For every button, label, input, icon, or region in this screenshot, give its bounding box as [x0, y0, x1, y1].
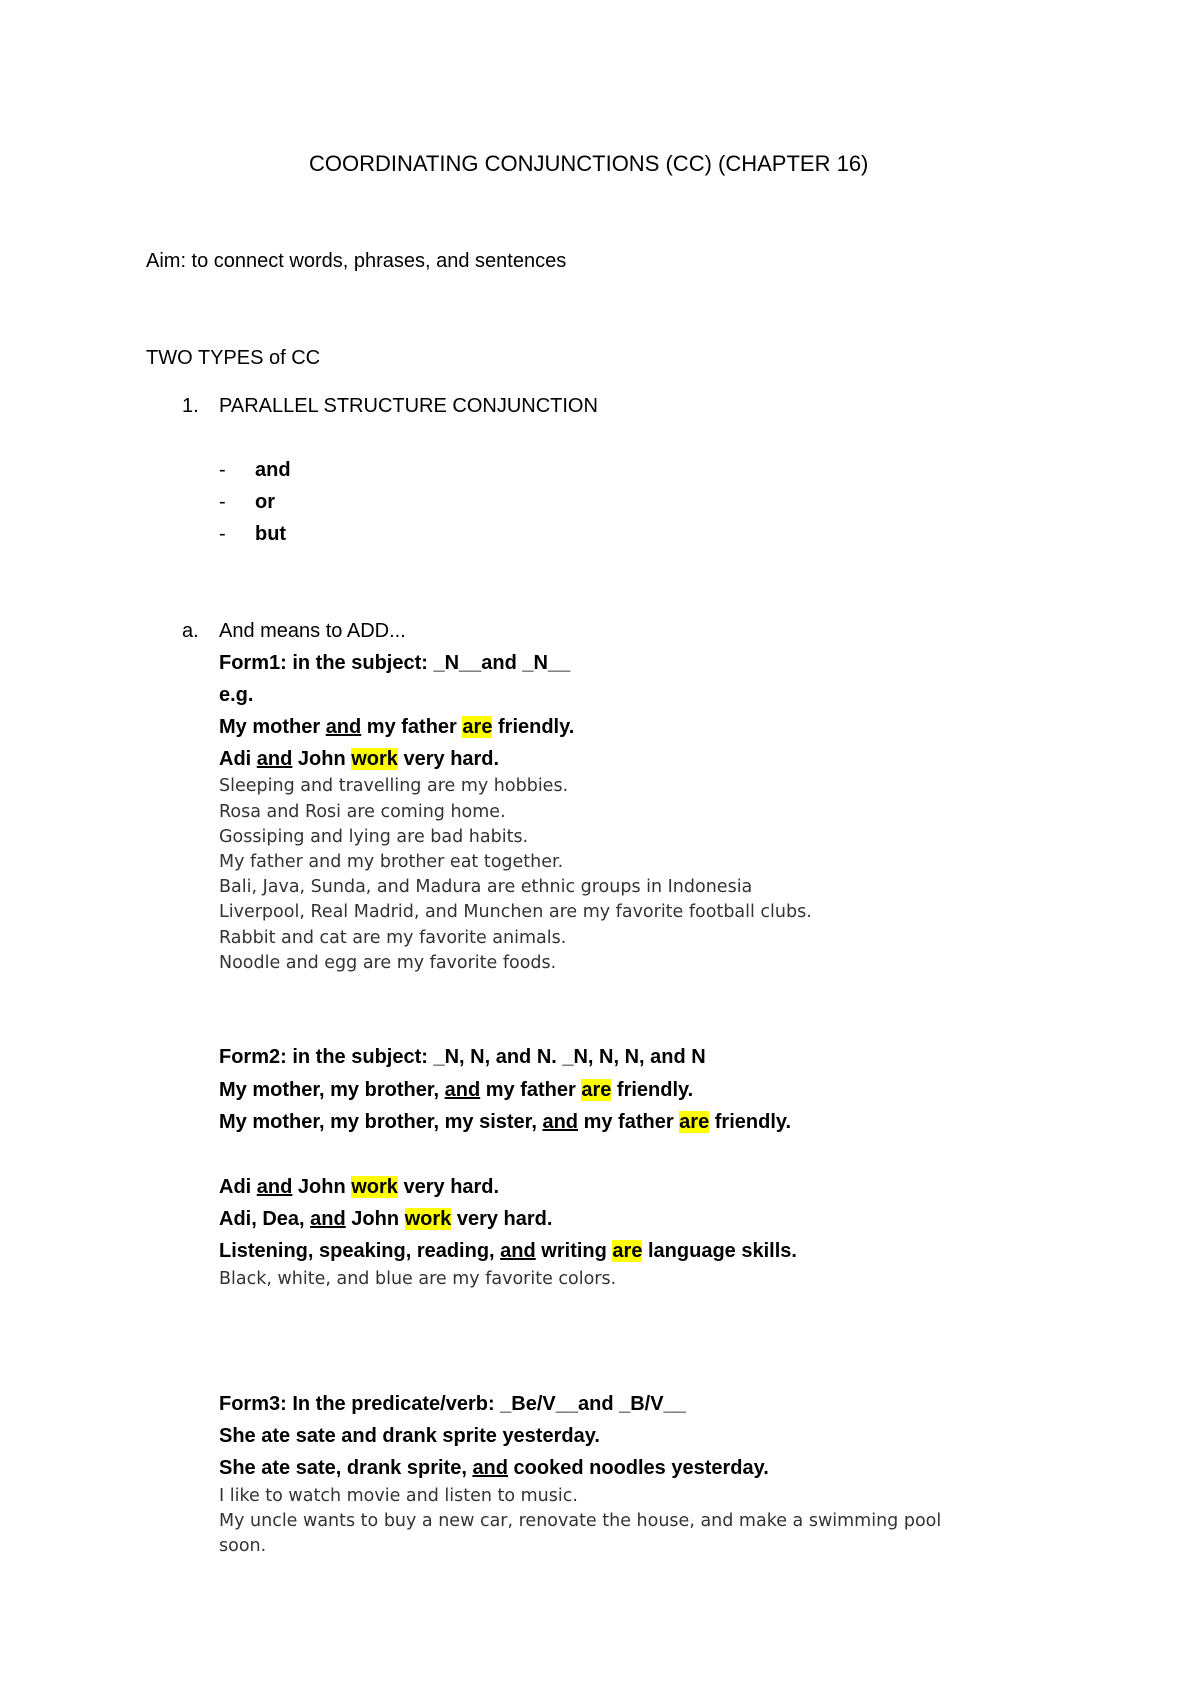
form2-example-2: My mother, my brother, my sister, and my father are friendly.: [219, 1111, 792, 1133]
conjunction: and: [500, 1240, 536, 1262]
bullet-item-and: and: [255, 459, 291, 481]
form1-example-1: My mother and my father are friendly.: [219, 716, 575, 738]
bullet-dash: -: [219, 523, 226, 545]
bullet-dash: -: [219, 491, 226, 513]
form1-plain-example: My father and my brother eat together.: [219, 852, 564, 872]
form2-example-1: My mother, my brother, and my father are friendly.: [219, 1079, 694, 1101]
conjunction: and: [542, 1111, 579, 1133]
form1-heading: Form1: in the subject: _N__and _N__: [219, 652, 571, 674]
conjunction: and: [256, 1176, 293, 1198]
form2-example-5: Listening, speaking, reading, and writing are language skills.: [219, 1240, 797, 1262]
form2-heading: Form2: in the subject: _N, N, and N. _N, N, N, and N: [219, 1046, 706, 1068]
form2-example-4: Adi, Dea, and John work very hard.: [219, 1208, 553, 1230]
sub-a-letter: a.: [182, 620, 199, 642]
conjunction: and: [310, 1208, 346, 1230]
form1-plain-example: Sleeping and travelling are my hobbies.: [219, 776, 569, 796]
form2-plain-example: Black, white, and blue are my favorite colors.: [219, 1269, 617, 1289]
verb-highlight: are: [679, 1111, 710, 1133]
form1-plain-example: Bali, Java, Sunda, and Madura are ethnic groups in Indonesia: [219, 877, 753, 897]
form3-plain-example: I like to watch movie and listen to music.: [219, 1486, 578, 1506]
bullet-dash: -: [219, 459, 226, 481]
section1-number: 1.: [182, 395, 199, 417]
form3-plain-example: My uncle wants to buy a new car, renovate the house, and make a swimming pool: [219, 1511, 942, 1531]
verb-highlight: work: [404, 1208, 452, 1230]
types-heading: TWO TYPES of CC: [146, 347, 321, 369]
form1-eg: e.g.: [219, 684, 254, 706]
page-title: COORDINATING CONJUNCTIONS (CC) (CHAPTER 16): [309, 151, 869, 176]
form2-example-3: Adi and John work very hard.: [219, 1176, 500, 1198]
form1-plain-example: Gossiping and lying are bad habits.: [219, 827, 529, 847]
aim-text: Aim: to connect words, phrases, and sentences: [146, 250, 567, 272]
bullet-item-but: but: [255, 523, 287, 545]
bullet-item-or: or: [255, 491, 275, 513]
verb-highlight: are: [462, 716, 493, 738]
conjunction: and: [256, 748, 293, 770]
verb-highlight: are: [612, 1240, 643, 1262]
form1-plain-example: Rabbit and cat are my favorite animals.: [219, 928, 567, 948]
verb-highlight: are: [581, 1079, 612, 1101]
form1-plain-example: Noodle and egg are my favorite foods.: [219, 953, 557, 973]
form3-heading: Form3: In the predicate/verb: _Be/V__and _B/V__: [219, 1393, 686, 1415]
form3-example-2: She ate sate, drank sprite, and cooked noodles yesterday.: [219, 1457, 769, 1479]
verb-highlight: work: [351, 748, 398, 770]
form3-plain-example: soon.: [219, 1536, 267, 1556]
form1-plain-example: Liverpool, Real Madrid, and Munchen are my favorite football clubs.: [219, 902, 812, 922]
conjunction: and: [444, 1079, 481, 1101]
section1-label: PARALLEL STRUCTURE CONJUNCTION: [219, 395, 598, 417]
conjunction: and: [472, 1457, 508, 1479]
conjunction: and: [325, 716, 362, 738]
form1-plain-example: Rosa and Rosi are coming home.: [219, 802, 506, 822]
form1-example-2: Adi and John work very hard.: [219, 748, 500, 770]
verb-highlight: work: [351, 1176, 398, 1198]
form3-example-1: She ate sate and drank sprite yesterday.: [219, 1425, 600, 1447]
sub-a-label: And means to ADD...: [219, 620, 406, 642]
